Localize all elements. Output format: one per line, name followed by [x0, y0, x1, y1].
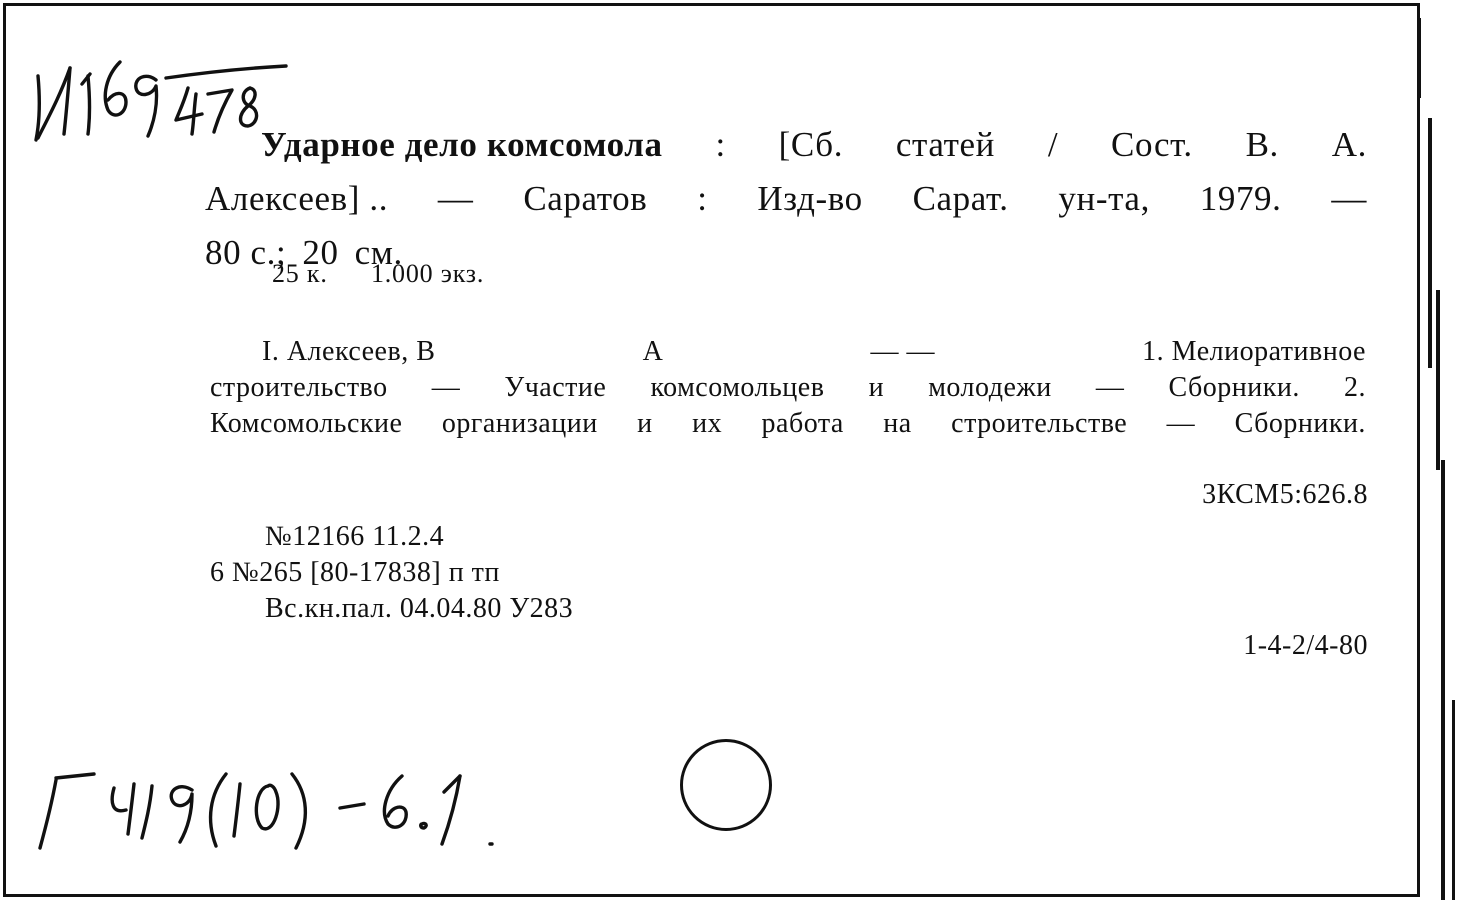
- print-run: 1.000 экз.: [370, 259, 485, 288]
- tracing-line: Комсомольские организации и их работа на строительстве — Сборники.: [210, 408, 1366, 439]
- book-title: Ударное дело комсомола: [261, 125, 663, 164]
- handwritten-shelf-mark: [30, 758, 510, 858]
- description-line: 80 с.; 20 см.: [205, 233, 403, 272]
- registration-number: 6 №265 [80-17838] п тп: [210, 557, 500, 588]
- bibliographic-description: [205, 118, 1367, 280]
- edge-mark: [1436, 290, 1440, 470]
- classification-code: 3КСМ5:626.8: [1202, 479, 1368, 510]
- book-chamber-line: Вс.кн.пал. 04.04.80 У283: [265, 593, 574, 624]
- tracing-line: строительство — Участие комсомольцев и молодежи — Сборники. 2.: [210, 372, 1366, 403]
- edge-mark: [1428, 118, 1432, 368]
- description-line: Ударное дело комсомола : [Сб. статей / Сост. В. А.: [205, 118, 1367, 172]
- tracing-line: I. Алексеев, В А — — 1. Мелиоративное: [262, 336, 1366, 367]
- edge-mark: [1441, 460, 1445, 900]
- series-code: 1-4-2/4-80: [1243, 630, 1368, 661]
- punch-hole: [680, 739, 772, 831]
- description-line: Алексеев] .. — Саратов : Изд-во Сарат. ун-та, 1979. —: [205, 179, 1367, 218]
- tracings: [210, 334, 1366, 442]
- price-line: [272, 259, 484, 289]
- price: 25 к.: [272, 259, 328, 288]
- edge-mark: [1418, 18, 1421, 98]
- imprint-block: [210, 519, 573, 627]
- order-number: №12166 11.2.4: [265, 521, 445, 552]
- edge-mark: [1452, 700, 1455, 900]
